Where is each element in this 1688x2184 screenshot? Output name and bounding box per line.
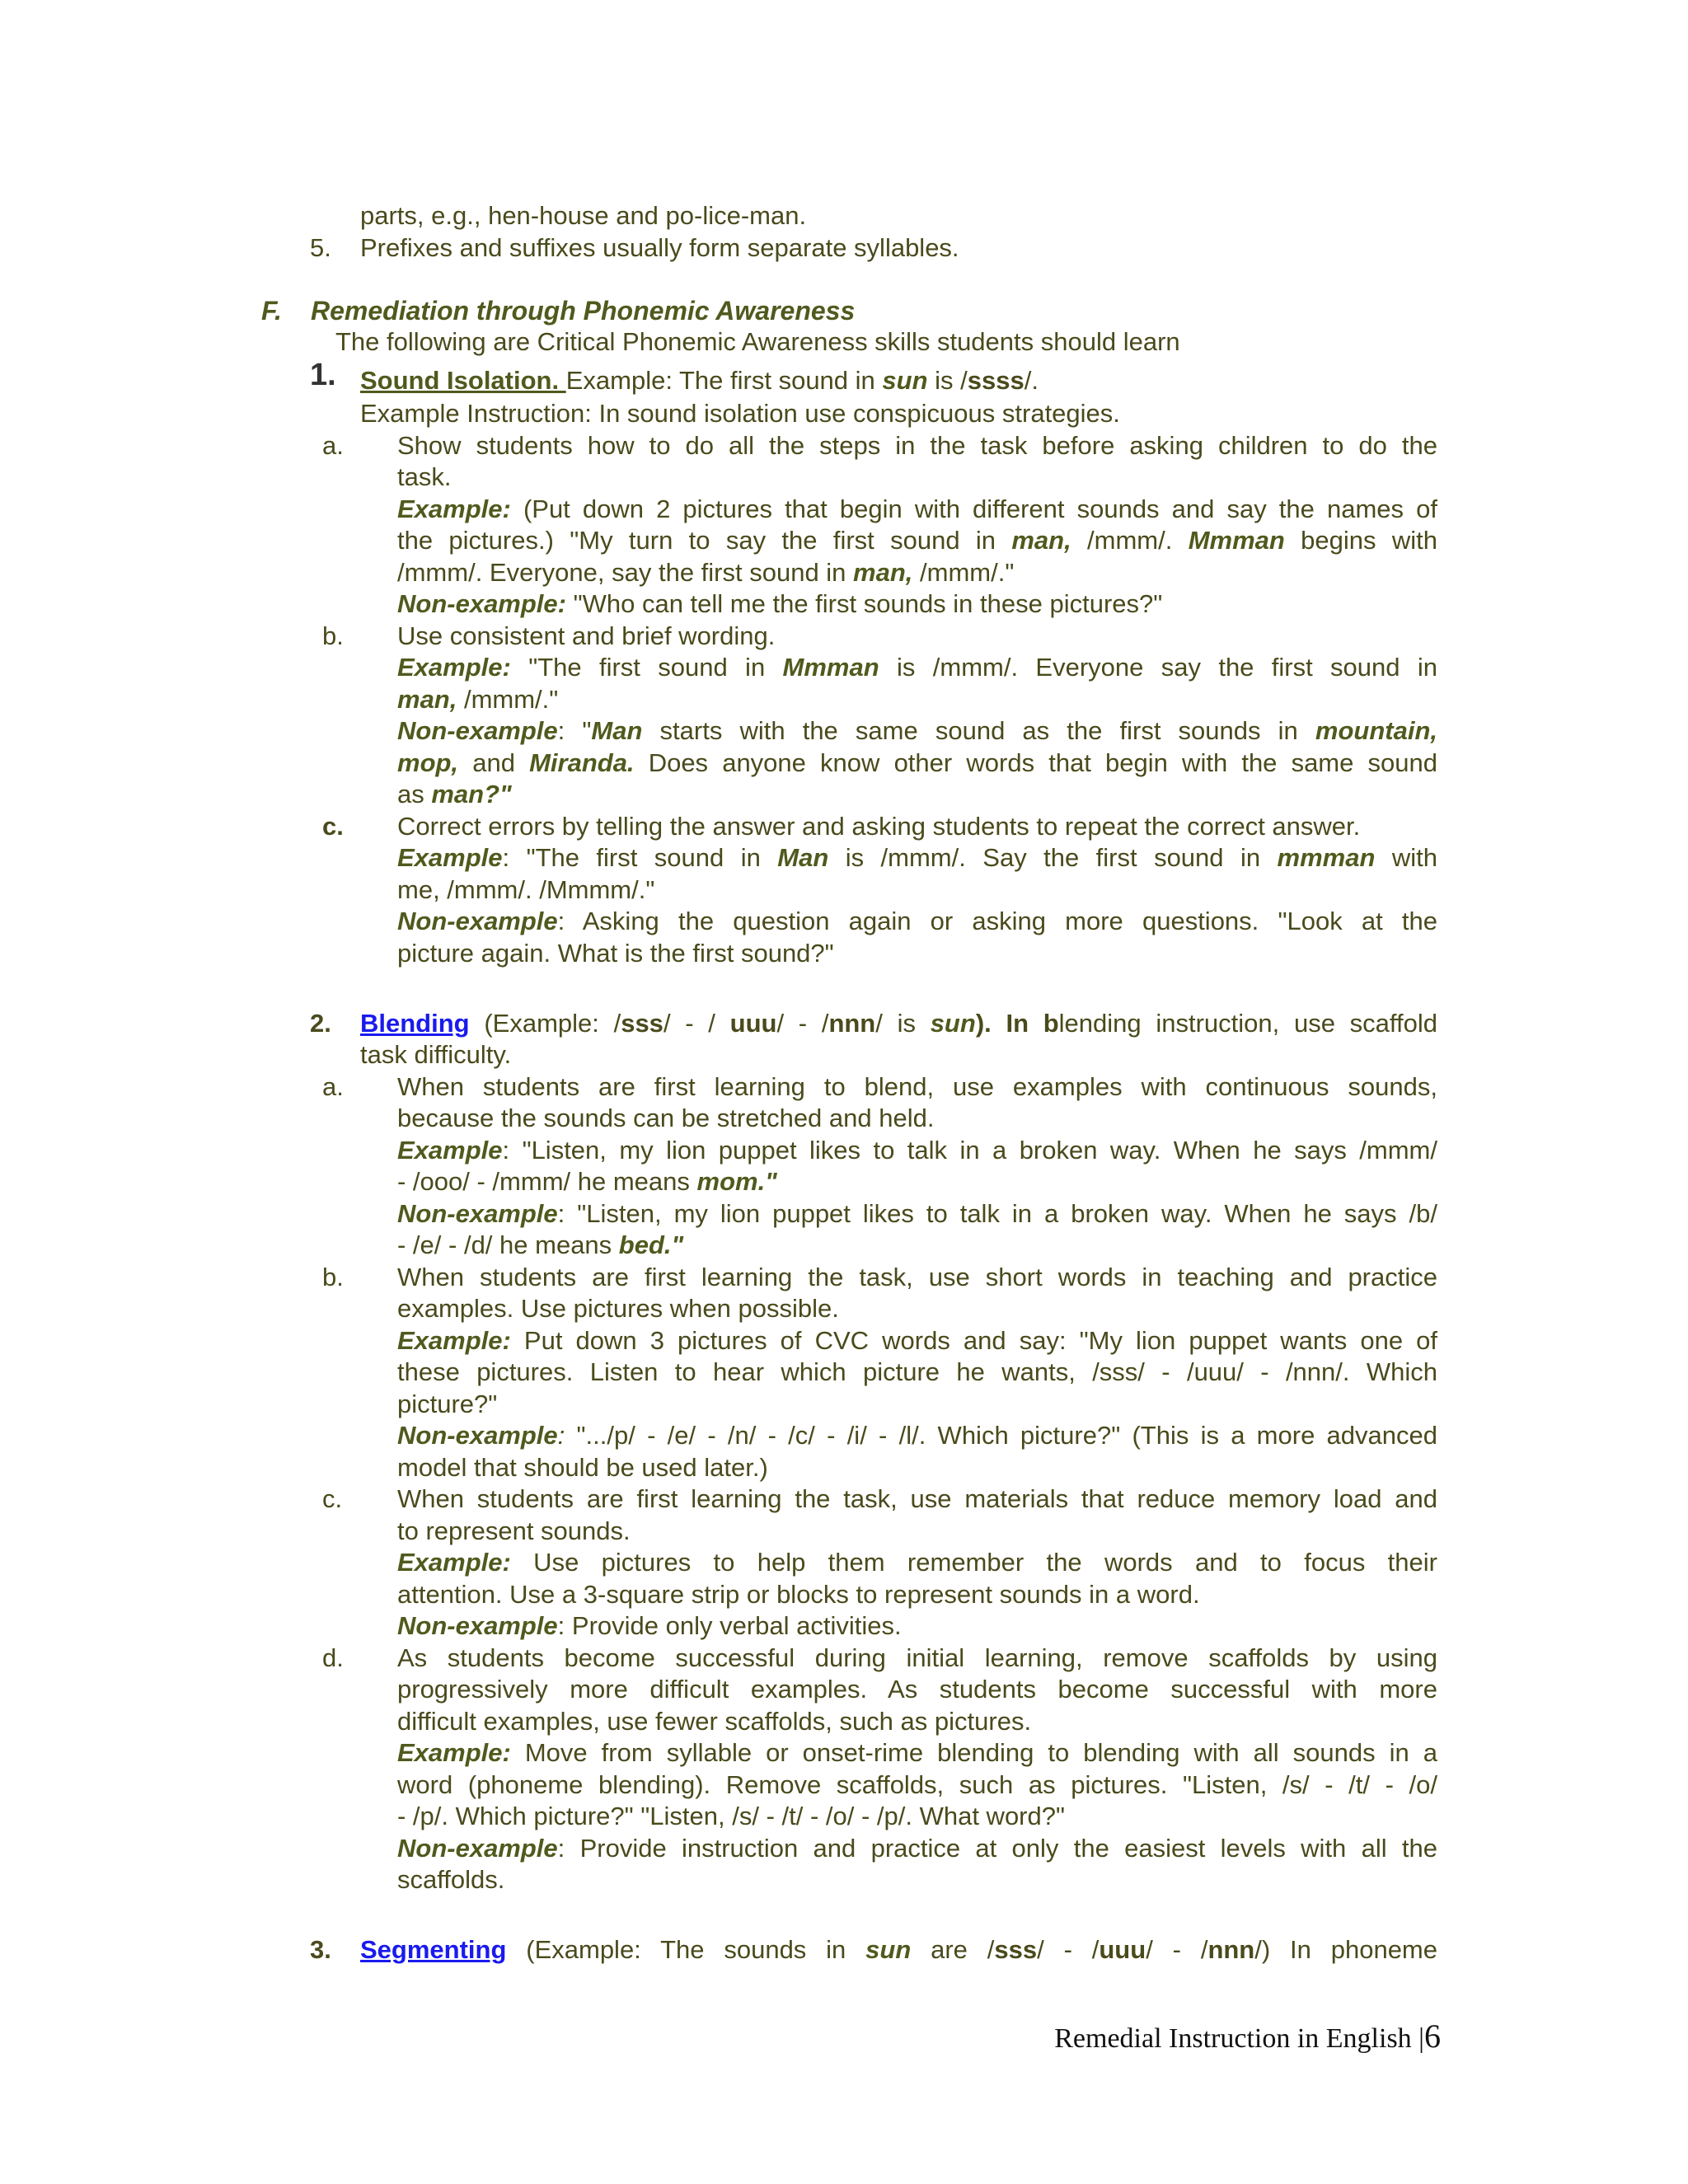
text-run: /.	[1024, 366, 1039, 395]
non-example-line	[397, 779, 512, 810]
emphasis: bed."	[618, 1230, 684, 1259]
example-label: Example:	[397, 1548, 511, 1577]
emphasis: ssss	[967, 366, 1025, 395]
text-run: : Provide only verbal activities.	[557, 1611, 902, 1640]
text-run: Example: The first sound in	[565, 366, 883, 395]
emphasis: man,	[397, 685, 457, 714]
section-title: Remediation through Phonemic Awareness	[311, 296, 856, 326]
body-line: difficult examples, use fewer scaffolds, such as pictures.	[397, 1707, 1032, 1736]
text-run: : "	[557, 716, 592, 745]
emphasis: man,	[853, 558, 913, 587]
non-example-label: Non-example	[397, 716, 558, 745]
example-line	[397, 652, 1437, 683]
emphasis: sss	[621, 1009, 663, 1038]
sub-marker: c.	[322, 1484, 343, 1513]
body-line: to represent sounds.	[397, 1516, 631, 1545]
text-run: : "Listen, my lion puppet likes to talk in a broken way. When he says /b/	[557, 1199, 1437, 1228]
body-line: When students are first learning the task, use short words in teaching and practice	[397, 1263, 1437, 1291]
continuation-line: parts, e.g., hen-house and po-lice-man.	[360, 201, 807, 230]
list-number: 5.	[310, 233, 331, 262]
non-example-label: Non-example	[397, 1611, 558, 1640]
text-run: "The first sound in	[510, 653, 783, 682]
body-line: Correct errors by telling the answer and asking students to repeat the correct answer.	[397, 812, 1361, 841]
example-line: these pictures. Listen to hear which picture he wants, /sss/ - /uuu/ - /nnn/. Which	[397, 1357, 1437, 1386]
non-example-label: Non-example	[397, 1834, 558, 1863]
sub-marker: c.	[322, 812, 344, 841]
sub-marker: b.	[322, 1263, 344, 1291]
non-example-line	[397, 1833, 1437, 1864]
text-run: "Who can tell me the first sounds in these pictures?"	[565, 589, 1163, 618]
text-run: as	[397, 780, 432, 808]
emphasis: uuu	[729, 1009, 777, 1038]
example-line	[397, 1737, 1437, 1769]
non-example-label: Non-example	[397, 1199, 558, 1228]
skill-number: 2.	[310, 1009, 331, 1038]
example-label: Example	[397, 843, 503, 872]
emphasis: sun	[930, 1009, 976, 1038]
non-example-line	[397, 1230, 683, 1261]
emphasis: Mmman	[782, 653, 879, 682]
text-run: /mmm/. Everyone, say the first sound in	[397, 558, 854, 587]
skill-number: 1.	[310, 358, 336, 392]
text-run: /) In phoneme	[1254, 1935, 1437, 1964]
text-run: - /e/ - /d/ he means	[397, 1230, 619, 1259]
non-example-label: Non-example	[397, 1421, 558, 1450]
non-example-line: model that should be used later.)	[397, 1453, 768, 1482]
example-line	[397, 557, 1014, 588]
emphasis: nnn	[1207, 1935, 1255, 1964]
example-line	[397, 842, 1437, 874]
skill-number: 3.	[310, 1935, 331, 1964]
example-line	[397, 525, 1437, 556]
emphasis: Miranda.	[529, 748, 635, 777]
sub-marker: d.	[322, 1643, 344, 1672]
text-run: / - /	[1037, 1935, 1100, 1964]
skill-title: Sound Isolation.	[360, 366, 566, 395]
example-line: word (phoneme blending). Remove scaffolds, such as pictures. "Listen, /s/ - /t/ - /o/	[397, 1770, 1437, 1799]
text-run: lending instruction, use scaffold	[1058, 1009, 1437, 1038]
body-line: As students become successful during initial learning, remove scaffolds by using	[397, 1643, 1437, 1672]
text-run: Move from syllable or onset-rime blending to blending with all sounds in a	[510, 1738, 1437, 1767]
blending-link[interactable]: Blending	[360, 1009, 470, 1038]
body-line: Show students how to do all the steps in the task before asking children to do the	[397, 431, 1437, 460]
text-run: / - /	[663, 1009, 730, 1038]
example-label: Example:	[397, 494, 511, 523]
emphasis: ). In b	[975, 1009, 1059, 1038]
list-item-text: Prefixes and suffixes usually form separate syllables.	[360, 233, 959, 262]
body-line: Use consistent and brief wording.	[397, 621, 776, 650]
non-example-line: scaffolds.	[397, 1865, 505, 1894]
skill-heading-line	[360, 365, 1039, 396]
non-example-label: Non-example	[397, 907, 558, 935]
text-run: the pictures.) "My turn to say the first sound in	[397, 526, 1012, 555]
text-run: starts with the same sound as the first sounds in	[642, 716, 1315, 745]
body-line: task.	[397, 462, 452, 491]
emphasis: nnn	[828, 1009, 876, 1038]
example-line	[397, 1547, 1437, 1578]
text-run: is /mmm/. Everyone say the first sound in	[879, 653, 1437, 682]
text-run: are /	[911, 1935, 995, 1964]
body-line: task difficulty.	[360, 1040, 512, 1069]
emphasis: sss	[994, 1935, 1038, 1964]
emphasis: Man	[777, 843, 829, 872]
text-run: is /mmm/. Say the first sound in	[828, 843, 1278, 872]
non-example-label: Non-example:	[397, 589, 566, 618]
body-line: progressively more difficult examples. As students become successful with more	[397, 1675, 1437, 1704]
example-label: Example:	[397, 653, 511, 682]
section-marker: F.	[261, 296, 282, 326]
emphasis: sun	[865, 1935, 912, 1964]
text-run: (Example: /	[469, 1009, 621, 1038]
text-run: / is	[875, 1009, 931, 1038]
instruction-line: Example Instruction: In sound isolation use conspicuous strategies.	[360, 399, 1120, 428]
text-run: /mmm/.	[1071, 526, 1189, 555]
sub-marker: a.	[322, 1072, 344, 1101]
example-line	[397, 684, 558, 715]
emphasis: mop,	[397, 748, 459, 777]
text-run: and	[458, 748, 530, 777]
non-example-line	[397, 1198, 1437, 1230]
non-example-line	[397, 1610, 902, 1642]
page-number: 6	[1424, 2018, 1441, 2055]
skill-heading-line	[360, 1008, 1437, 1039]
example-line	[397, 1135, 1437, 1166]
text-run: is /	[927, 366, 968, 395]
skill-heading-line	[360, 1934, 1437, 1966]
emphasis: mmman	[1277, 843, 1376, 872]
example-label: Example	[397, 1136, 503, 1165]
body-line: When students are first learning to blend, use examples with continuous sounds,	[397, 1072, 1437, 1101]
page-footer	[1054, 2017, 1441, 2055]
text-run: with	[1375, 843, 1437, 872]
sub-marker: b.	[322, 621, 344, 650]
text-run: (Put down 2 pictures that begin with different sounds and say the names of	[510, 494, 1437, 523]
non-example-line	[397, 1420, 1437, 1451]
example-line: me, /mmm/. /Mmmm/."	[397, 875, 655, 904]
body-line: When students are first learning the task, use materials that reduce memory load and	[397, 1484, 1437, 1513]
section-intro: The following are Critical Phonemic Awareness skills students should learn	[335, 327, 1180, 356]
text-run: begins with	[1284, 526, 1437, 555]
emphasis: mountain,	[1315, 716, 1437, 745]
text-run: : "The first sound in	[502, 843, 778, 872]
non-example-line	[397, 906, 1437, 937]
non-example-line	[397, 715, 1437, 747]
text-run: :	[557, 1421, 565, 1450]
emphasis: uuu	[1099, 1935, 1146, 1964]
text-run: Put down 3 pictures of CVC words and say: "My lion puppet wants one of	[510, 1326, 1437, 1355]
text-run: : Provide instruction and practice at only the easiest levels with all the	[557, 1834, 1437, 1863]
text-run: /mmm/."	[457, 685, 559, 714]
text-run: : Asking the question again or asking more questions. "Look at the	[557, 907, 1437, 935]
text-run: /mmm/."	[912, 558, 1015, 587]
non-example-line	[397, 588, 1162, 620]
example-label: Example:	[397, 1326, 511, 1355]
footer-title: Remedial Instruction in English |	[1054, 2023, 1424, 2054]
non-example-line: picture again. What is the first sound?"	[397, 939, 834, 968]
text-run: / - /	[1146, 1935, 1208, 1964]
emphasis: Mmman	[1188, 526, 1285, 555]
emphasis: sun	[882, 366, 928, 395]
example-line: picture?"	[397, 1390, 498, 1418]
emphasis: man,	[1011, 526, 1071, 555]
segmenting-link[interactable]: Segmenting	[360, 1935, 507, 1964]
text-run: Use pictures to help them remember the words and to focus their	[510, 1548, 1437, 1577]
emphasis: man?"	[431, 780, 512, 808]
example-line: attention. Use a 3-square strip or blocks to represent sounds in a word.	[397, 1580, 1200, 1609]
text-run: / - /	[776, 1009, 829, 1038]
text-run: : "Listen, my lion puppet likes to talk in a broken way. When he says /mmm/	[502, 1136, 1437, 1165]
text-run: - /ooo/ - /mmm/ he means	[397, 1167, 697, 1196]
emphasis: mom."	[696, 1167, 777, 1196]
body-line: because the sounds can be stretched and held.	[397, 1104, 935, 1132]
text-run: Does anyone know other words that begin with the same sound	[634, 748, 1437, 777]
text-run: ".../p/ - /e/ - /n/ - /c/ - /i/ - /l/. Which picture?" (This is a more advanced	[565, 1421, 1437, 1450]
sub-marker: a.	[322, 431, 344, 460]
non-example-line	[397, 748, 1437, 779]
example-line	[397, 1325, 1437, 1357]
example-line: - /p/. Which picture?" "Listen, /s/ - /t/ - /o/ - /p/. What word?"	[397, 1802, 1065, 1830]
example-line	[397, 494, 1437, 525]
emphasis: Man	[591, 716, 643, 745]
text-run: (Example: The sounds in	[506, 1935, 866, 1964]
example-line	[397, 1166, 777, 1197]
body-line: examples. Use pictures when possible.	[397, 1294, 839, 1323]
example-label: Example:	[397, 1738, 511, 1767]
